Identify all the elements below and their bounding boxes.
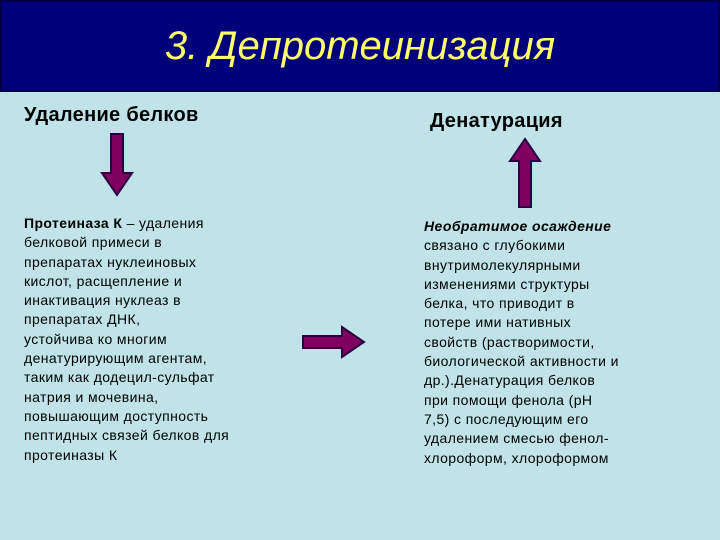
heading-protein-removal: Удаление белков	[24, 104, 199, 126]
text-line: при помощи фенола (рН	[424, 391, 593, 408]
text-line: белковой примеси в	[24, 234, 163, 251]
text-line: устойчива ко многим	[24, 330, 168, 347]
text-line: хлороформ, хлороформом	[424, 449, 609, 466]
text-line: внутримолекулярными	[424, 256, 581, 273]
proteinase-k-term: Протеиназа К	[24, 215, 123, 231]
text-line: препаратах ДНК,	[24, 311, 141, 328]
irreversible-precipitation-term: Необратимое осаждение	[424, 218, 612, 234]
arrow-up-icon	[508, 137, 542, 209]
text-line: связано с глубокими	[424, 237, 566, 254]
text-line: натрия и мочевина,	[24, 388, 159, 405]
text-line: белка, что приводит в	[424, 295, 575, 312]
text-line: свойств (растворимости,	[424, 333, 595, 350]
heading-denaturation: Денатурация	[430, 110, 563, 132]
text-line: изменениями структуры	[424, 275, 590, 292]
text-line: 7,5) с последующим его	[424, 410, 589, 427]
text-line: пептидных связей белков для	[24, 427, 230, 444]
text-line: протеиназы К	[24, 446, 118, 463]
text-line: инактивация нуклеаз в	[24, 292, 181, 309]
text-line: др.).Денатурация белков	[424, 372, 596, 389]
protein-removal-text	[24, 214, 229, 465]
text-line: потере ими нативных	[424, 314, 571, 331]
text-line: кислот, расщепление и	[24, 272, 183, 289]
slide-title: 3. Депротеинизация	[164, 24, 556, 68]
text-line: препаратах нуклеиновых	[24, 253, 197, 270]
arrow-down-icon	[100, 133, 134, 197]
text-line: биологической активности и	[424, 353, 619, 370]
text-line: повышающим доступность	[24, 407, 209, 424]
text-line: Протеиназа К – удаления	[24, 215, 204, 231]
text-line: таким как додецил-сульфат	[24, 369, 215, 386]
arrow-right-icon	[302, 325, 366, 359]
denaturation-text	[424, 217, 619, 468]
text-line: денатурирующим агентам,	[24, 350, 208, 367]
text-line: удалением смесью фенол-	[424, 430, 609, 447]
